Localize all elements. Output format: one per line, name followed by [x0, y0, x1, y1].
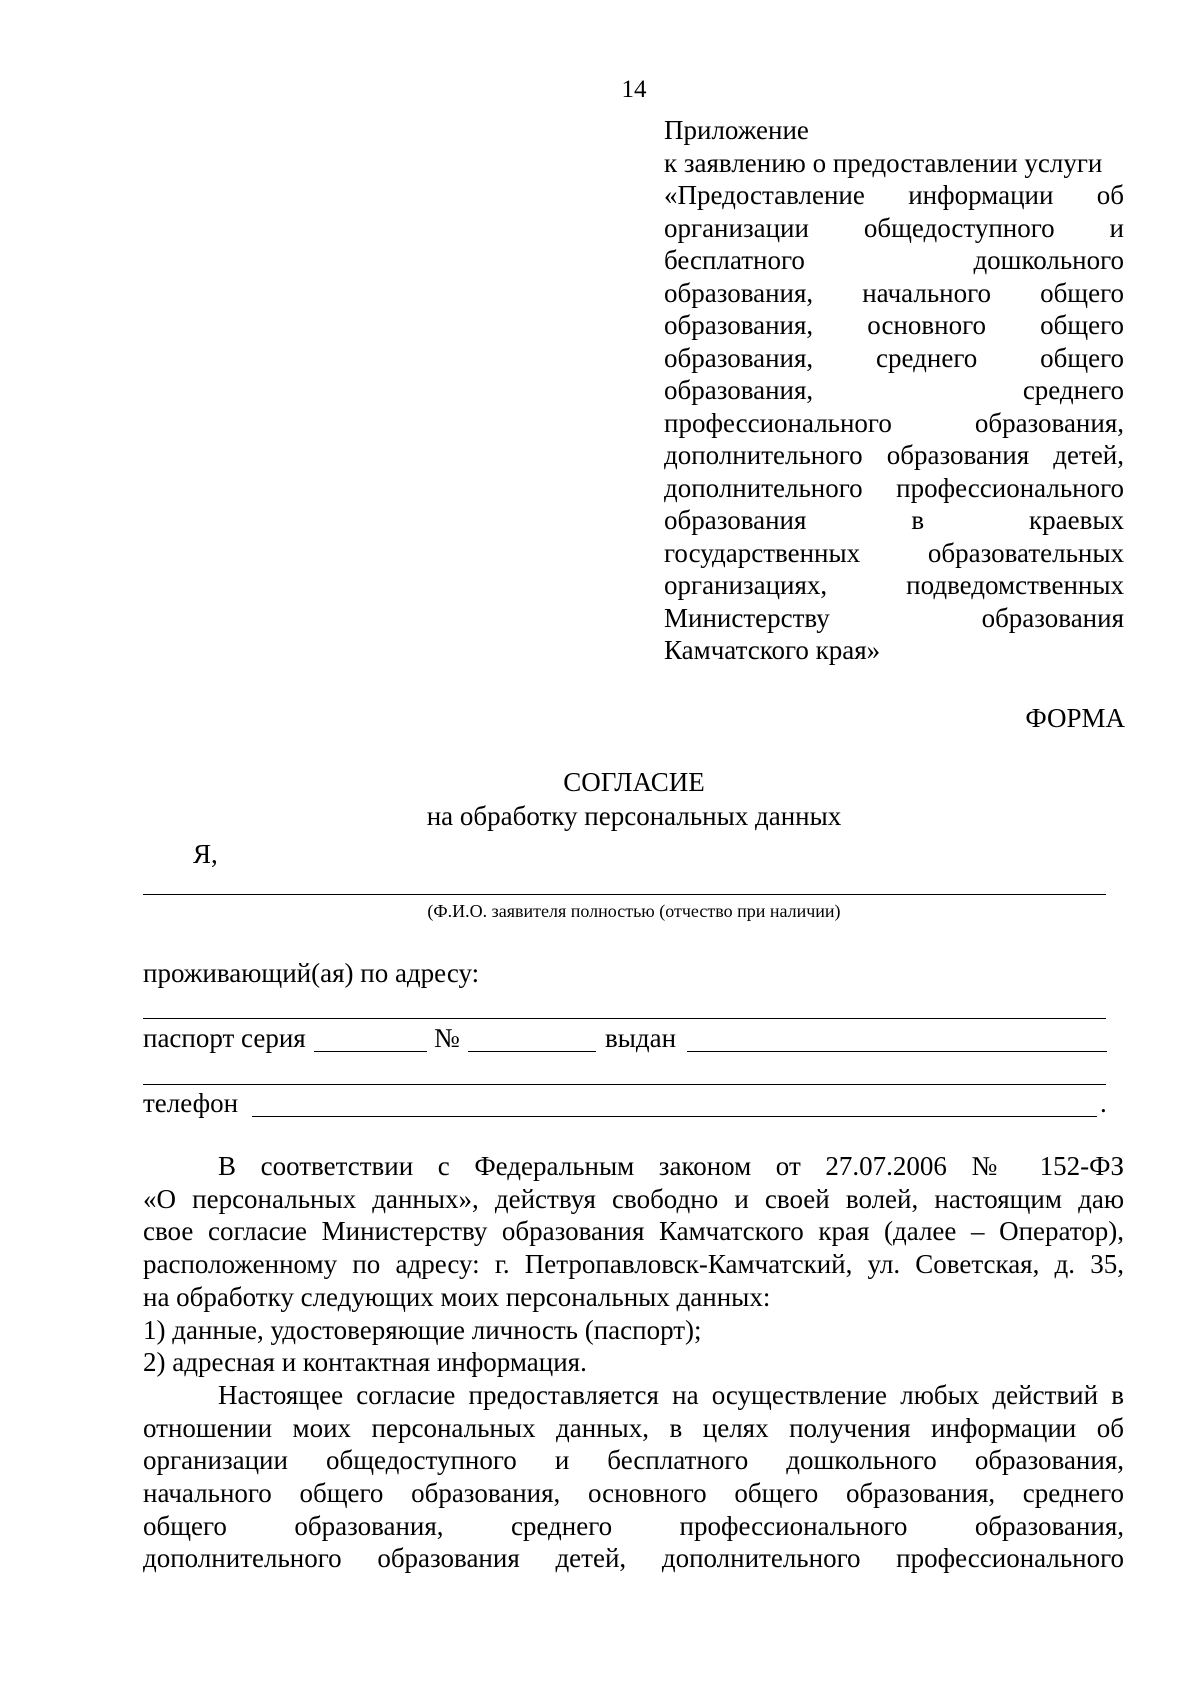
appendix-line: Камчатского края»	[664, 635, 881, 665]
appendix-line: образования, среднего общего	[664, 342, 1124, 373]
address-label: проживающий(ая) по адресу:	[143, 958, 480, 988]
appendix-line: Приложение	[664, 115, 809, 145]
address-field-line[interactable]	[143, 1018, 1106, 1019]
passport-number-label: №	[434, 1023, 460, 1053]
paragraph-line: Настоящее согласие предоставляется на осуществление любых действий в	[218, 1379, 1124, 1410]
page-number: 14	[621, 76, 647, 103]
passport-issued-field-line[interactable]	[687, 1051, 1107, 1052]
passport-series-field-line[interactable]	[314, 1051, 427, 1052]
document-subtitle: на обработку персональных данных	[426, 801, 842, 831]
appendix-line: к заявлению о предоставлении услуги	[664, 147, 1103, 178]
appendix-line: образования, начального общего	[664, 277, 1124, 308]
appendix-line: профессионального образования,	[664, 407, 1124, 438]
paragraph-line: отношении моих персональных данных, в целях получения информации об	[143, 1412, 1124, 1443]
appendix-line: дополнительного профессионального	[664, 472, 1124, 503]
list-item: 2) адресная и контактная информация.	[143, 1347, 587, 1378]
list-item: 1) данные, удостоверяющие личность (паспорт);	[143, 1314, 702, 1345]
paragraph-line: «О персональных данных», действуя свободно и своей волей, настоящим даю	[143, 1183, 1124, 1214]
paragraph-line: дополнительного образования детей, дополнительного профессионального	[143, 1543, 1124, 1574]
paragraph-line: В соответствии с Федеральным законом от 27.07.2006 № 152-ФЗ	[218, 1151, 1124, 1181]
appendix-line: организациях, подведомственных	[664, 570, 1124, 600]
paragraph-line: на обработку следующих моих персональных данных:	[143, 1281, 771, 1312]
paragraph-line: организации общедоступного и бесплатного дошкольного образования,	[143, 1445, 1124, 1476]
appendix-line: образования, среднего	[664, 375, 1124, 405]
passport-series-label: паспорт серия	[143, 1023, 306, 1053]
phone-field-line[interactable]	[252, 1116, 1097, 1117]
passport-extra-field-line[interactable]	[143, 1084, 1106, 1085]
ya-label: Я,	[193, 839, 218, 869]
consent-paragraph	[143, 1150, 1124, 1575]
fio-caption: (Ф.И.О. заявителя полностью (отчество при наличии)	[427, 901, 841, 921]
appendix-line: Министерству образования	[664, 602, 1124, 633]
paragraph-line: свое согласие Министерству образования Камчатского края (далее – Оператор),	[143, 1216, 1124, 1247]
appendix-line: дополнительного образования детей,	[664, 440, 1124, 470]
passport-number-field-line[interactable]	[468, 1051, 596, 1052]
paragraph-line: общего образования, среднего профессионального образования,	[143, 1510, 1124, 1541]
appendix-line: «Предоставление информации об	[664, 180, 1124, 210]
appendix-line: образования в краевых	[664, 505, 1124, 535]
fio-field-line[interactable]	[143, 894, 1106, 895]
appendix-line: организации общедоступного и	[664, 212, 1124, 243]
appendix-header	[664, 114, 1124, 667]
paragraph-line: начального общего образования, основного общего образования, среднего	[143, 1478, 1124, 1509]
document-title: СОГЛАСИЕ	[563, 767, 705, 797]
passport-issued-label: выдан	[605, 1023, 677, 1053]
phone-end: .	[1100, 1088, 1107, 1118]
appendix-line: бесплатного дошкольного	[664, 245, 1124, 275]
paragraph-line: расположенному по адресу: г. Петропавловск-Камчатский, ул. Советская, д. 35,	[143, 1249, 1124, 1280]
phone-label: телефон	[143, 1088, 239, 1118]
form-label: ФОРМА	[1025, 703, 1125, 733]
appendix-line: государственных образовательных	[664, 537, 1124, 568]
appendix-line: образования, основного общего	[664, 310, 1124, 340]
